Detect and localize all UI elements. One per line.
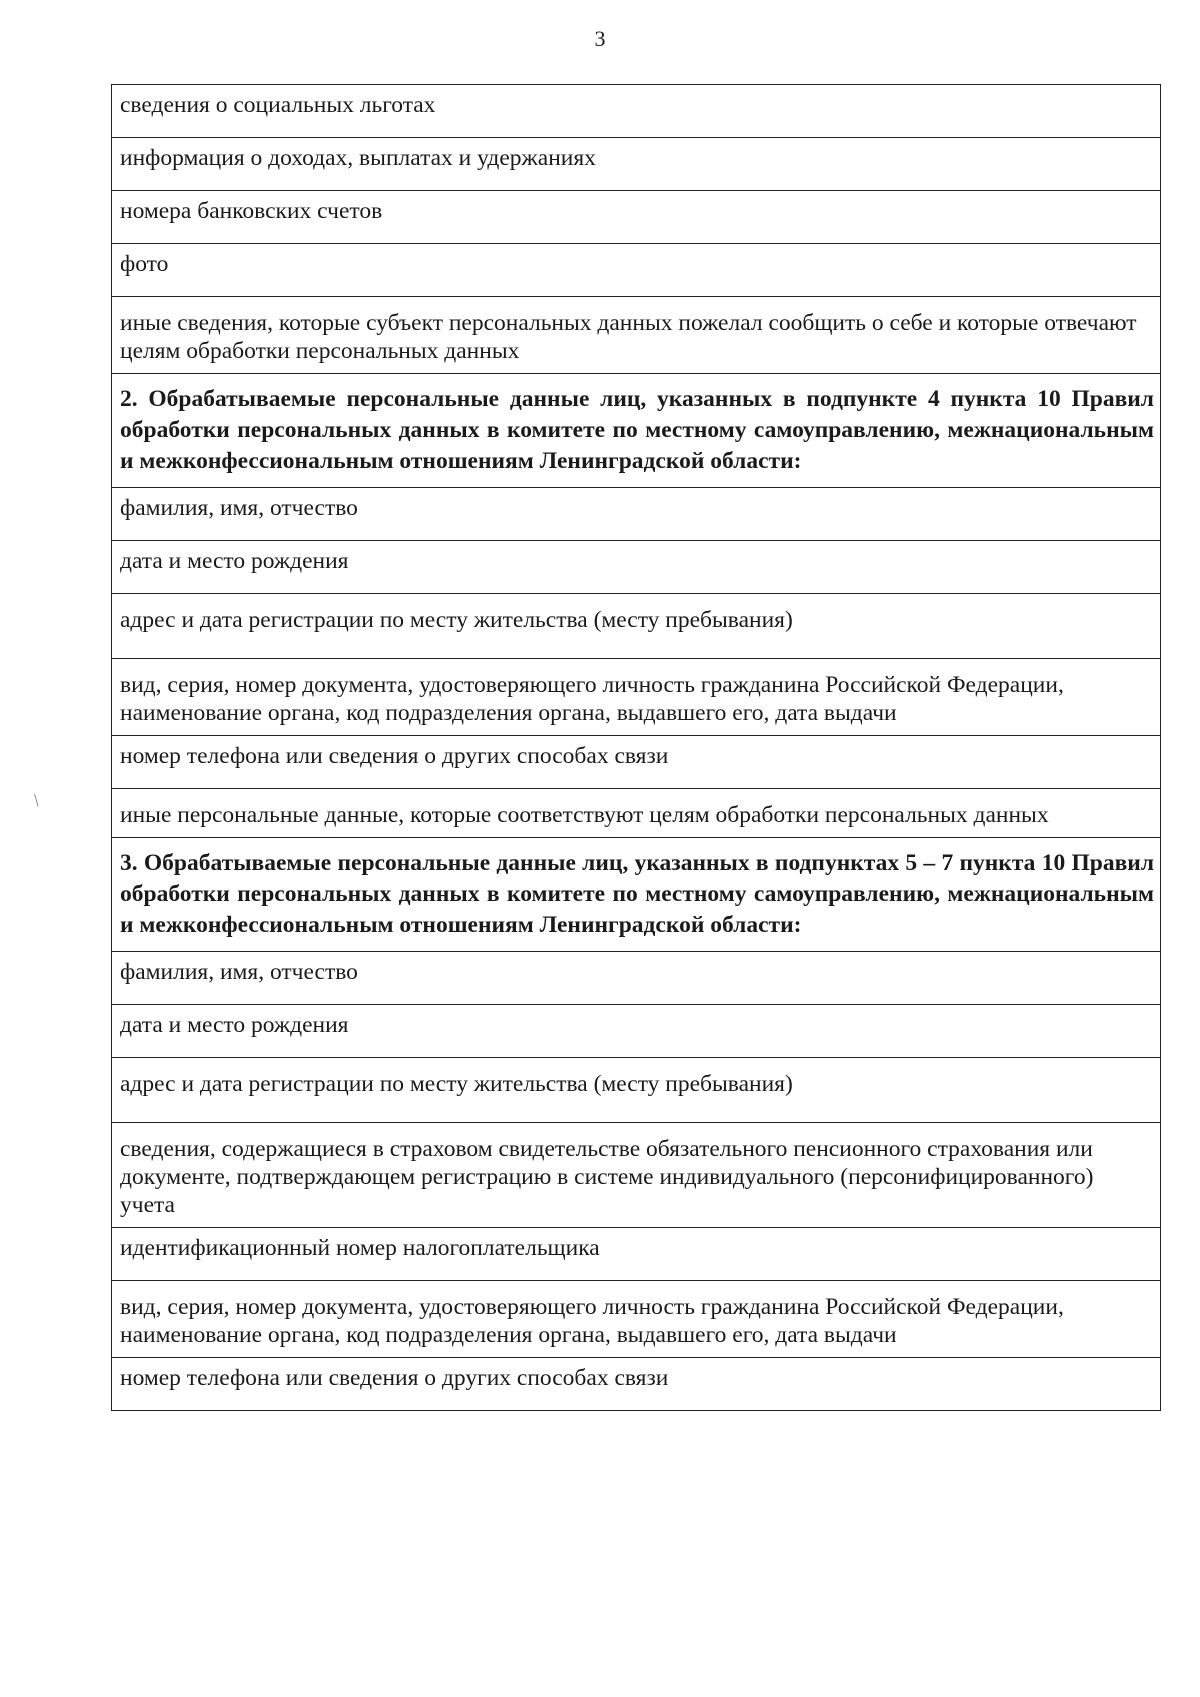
table-cell: иные персональные данные, которые соответствуют целям обработки персональных данных — [112, 789, 1161, 838]
table-row — [112, 1058, 1161, 1123]
table-cell: вид, серия, номер документа, удостоверяющего личность гражданина Российской Федерации, наименование органа, код подразделения органа, выдавшего его, дата выдачи — [112, 1281, 1161, 1358]
page-number: 3 — [594, 26, 606, 51]
table-row — [112, 1281, 1161, 1358]
table-cell: сведения о социальных льготах — [112, 85, 1161, 138]
table-cell: адрес и дата регистрации по месту жительства (месту пребывания) — [112, 594, 1161, 659]
table-cell: фамилия, имя, отчество — [112, 952, 1161, 1005]
table-row — [112, 297, 1161, 374]
section-heading: 3. Обрабатываемые персональные данные лиц, указанных в подпунктах 5 – 7 пункта 10 Правил обработки персональных данных в комитете по местному самоуправлению, межнациональным и межконфессиональным отношениям Ленинградской области: — [112, 838, 1161, 952]
table-cell: вид, серия, номер документа, удостоверяющего личность гражданина Российской Федерации, наименование органа, код подразделения органа, выдавшего его, дата выдачи — [112, 659, 1161, 736]
table-cell: информация о доходах, выплатах и удержаниях — [112, 138, 1161, 191]
table-row — [112, 1228, 1161, 1281]
table-cell: дата и место рождения — [112, 1005, 1161, 1058]
table-cell: иные сведения, которые субъект персональных данных пожелал сообщить о себе и которые отвечают целям обработки персональных данных — [112, 297, 1161, 374]
table-row — [112, 244, 1161, 297]
table-row — [112, 1123, 1161, 1228]
table-row — [112, 789, 1161, 838]
table-row — [112, 594, 1161, 659]
scan-artifact: / — [28, 790, 45, 810]
table-cell: дата и место рождения — [112, 541, 1161, 594]
table-cell: номера банковских счетов — [112, 191, 1161, 244]
table-cell: идентификационный номер налогоплательщика — [112, 1228, 1161, 1281]
table-cell: фамилия, имя, отчество — [112, 488, 1161, 541]
table-row — [112, 1358, 1161, 1411]
table-row — [112, 1005, 1161, 1058]
table-row — [112, 541, 1161, 594]
table-cell: номер телефона или сведения о других способах связи — [112, 736, 1161, 789]
table-row — [112, 952, 1161, 1005]
table-row — [112, 191, 1161, 244]
section-heading-row — [112, 374, 1161, 488]
table-row — [112, 138, 1161, 191]
section-heading: 2. Обрабатываемые персональные данные лиц, указанных в подпункте 4 пункта 10 Правил обработки персональных данных в комитете по местному самоуправлению, межнациональным и межконфессиональным отношениям Ленинградской области: — [112, 374, 1161, 488]
table-row — [112, 488, 1161, 541]
table-row — [112, 659, 1161, 736]
personal-data-table — [111, 84, 1161, 1411]
table-cell: адрес и дата регистрации по месту жительства (месту пребывания) — [112, 1058, 1161, 1123]
section-heading-row — [112, 838, 1161, 952]
table-cell: фото — [112, 244, 1161, 297]
table-cell: сведения, содержащиеся в страховом свидетельстве обязательного пенсионного страхования или документе, подтверждающем регистрацию в системе индивидуального (персонифицированного) учета — [112, 1123, 1161, 1228]
table-row — [112, 85, 1161, 138]
table-row — [112, 736, 1161, 789]
table-cell: номер телефона или сведения о других способах связи — [112, 1358, 1161, 1411]
